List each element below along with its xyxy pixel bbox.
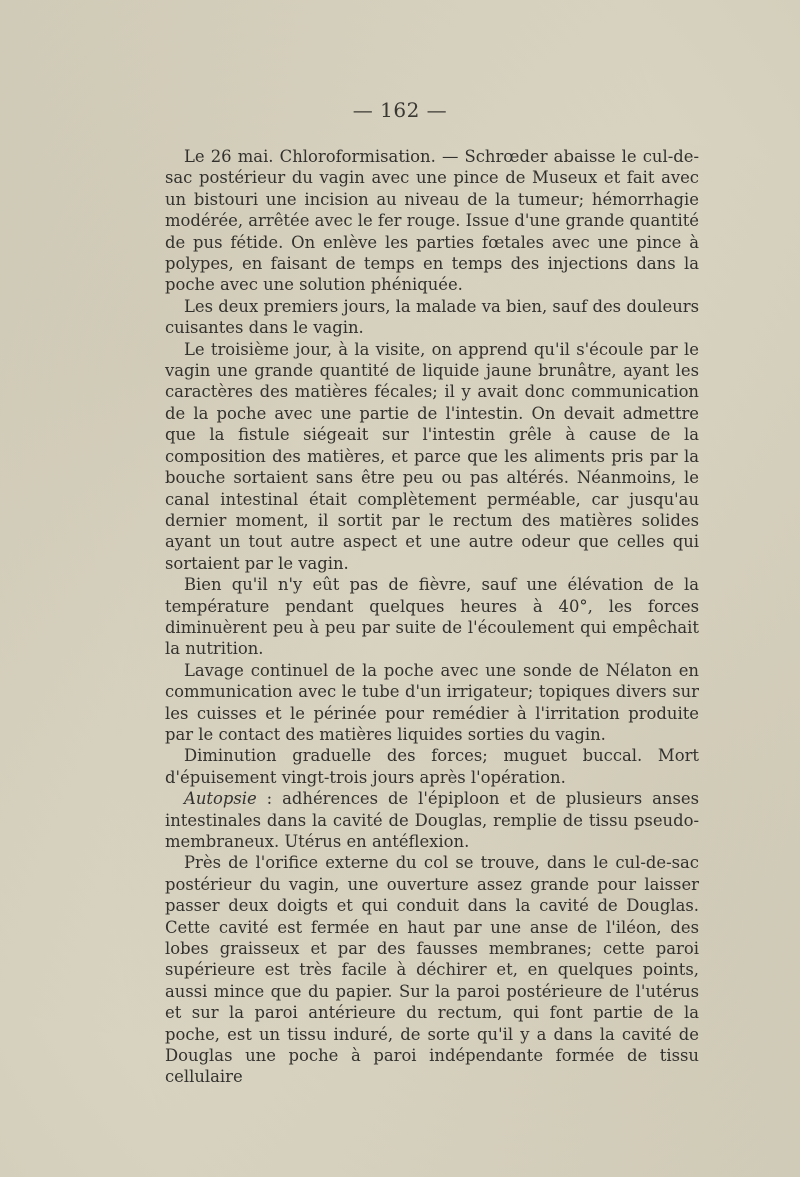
paragraph-autopsy (165, 788, 699, 852)
paragraph-death: Diminution graduelle des forces; muguet buccal. Mort d'épuisement vingt-trois jours après l'opération. (165, 746, 699, 787)
body-text (165, 146, 699, 1088)
paragraph-operation: Le 26 mai. Chloroformisation. — Schrœder abaisse le cul-de-sac postérieur du vagin avec une pince de Museux et fait avec un bistouri une incision au niveau de la tumeur; hémorrhagie modérée, arrêtée avec le fer rouge. Issue d'une grande quantité de pus fétide. On enlève les parties fœtales avec une pince à polypes, en faisant de temps en temps des injections dans la poche avec une solution phéniquée. (165, 147, 699, 295)
paragraph-fever: Bien qu'il n'y eût pas de fièvre, sauf une élévation de la température pendant quelques heures à 40°, les forces diminuèrent peu à peu par suite de l'écoulement qui empêchait la nutrition. (165, 575, 699, 659)
paragraph-orifice: Près de l'orifice externe du col se trouve, dans le cul-de-sac postérieur du vagin, une ouverture assez grande pour laisser passer deux doigts et qui conduit dans la cavité de Douglas. Cette cavité est fermée en haut par une anse de l'iléon, des lobes graisseux et par des fausses membranes; cette paroi supérieure est très facile à déchirer et, en quelques points, aussi mince que du papier. Sur la paroi postérieure de l'utérus et sur la paroi antérieure du rectum, qui font partie de la poche, est un tissu induré, de sorte qu'il y a dans la cavité de Douglas une poche à paroi indépendante formée de tissu cellulaire (165, 853, 699, 1087)
paragraph-third-day: Le troisième jour, à la visite, on apprend qu'il s'écoule par le vagin une grande quantité de liquide jaune brunâtre, ayant les caractères des matières fécales; il y avait donc communication de la poche avec une partie de l'intestin. On devait admettre que la fistule siégeait sur l'intestin grêle à cause de la composition des matières, et parce que les aliments pris par la bouche sortaient sans être peu ou pas altérés. Néanmoins, le canal intestinal était complètement perméable, car jusqu'au dernier moment, il sortit par le rectum des matières solides ayant un tout autre aspect et une autre odeur que celles qui sortaient par le vagin. (165, 339, 699, 573)
paragraph-first-days: Les deux premiers jours, la malade va bien, sauf des douleurs cuisantes dans le vagin. (165, 296, 699, 338)
page-number: — 162 — (352, 98, 448, 122)
autopsy-text: : adhérences de l'épiploon et de plusieurs anses intestinales dans la cavité de Douglas, remplie de tissu pseudo-membraneux. Utérus en antéflexion. (165, 789, 699, 851)
paragraph-lavage: Lavage continuel de la poche avec une sonde de Nélaton en communication avec le tube d'un irrigateur; topiques divers sur les cuisses et le périnée pour remédier à l'irritation produite par le contact des matières liquides sorties du vagin. (165, 660, 699, 744)
autopsy-label: Autopsie (184, 789, 257, 809)
